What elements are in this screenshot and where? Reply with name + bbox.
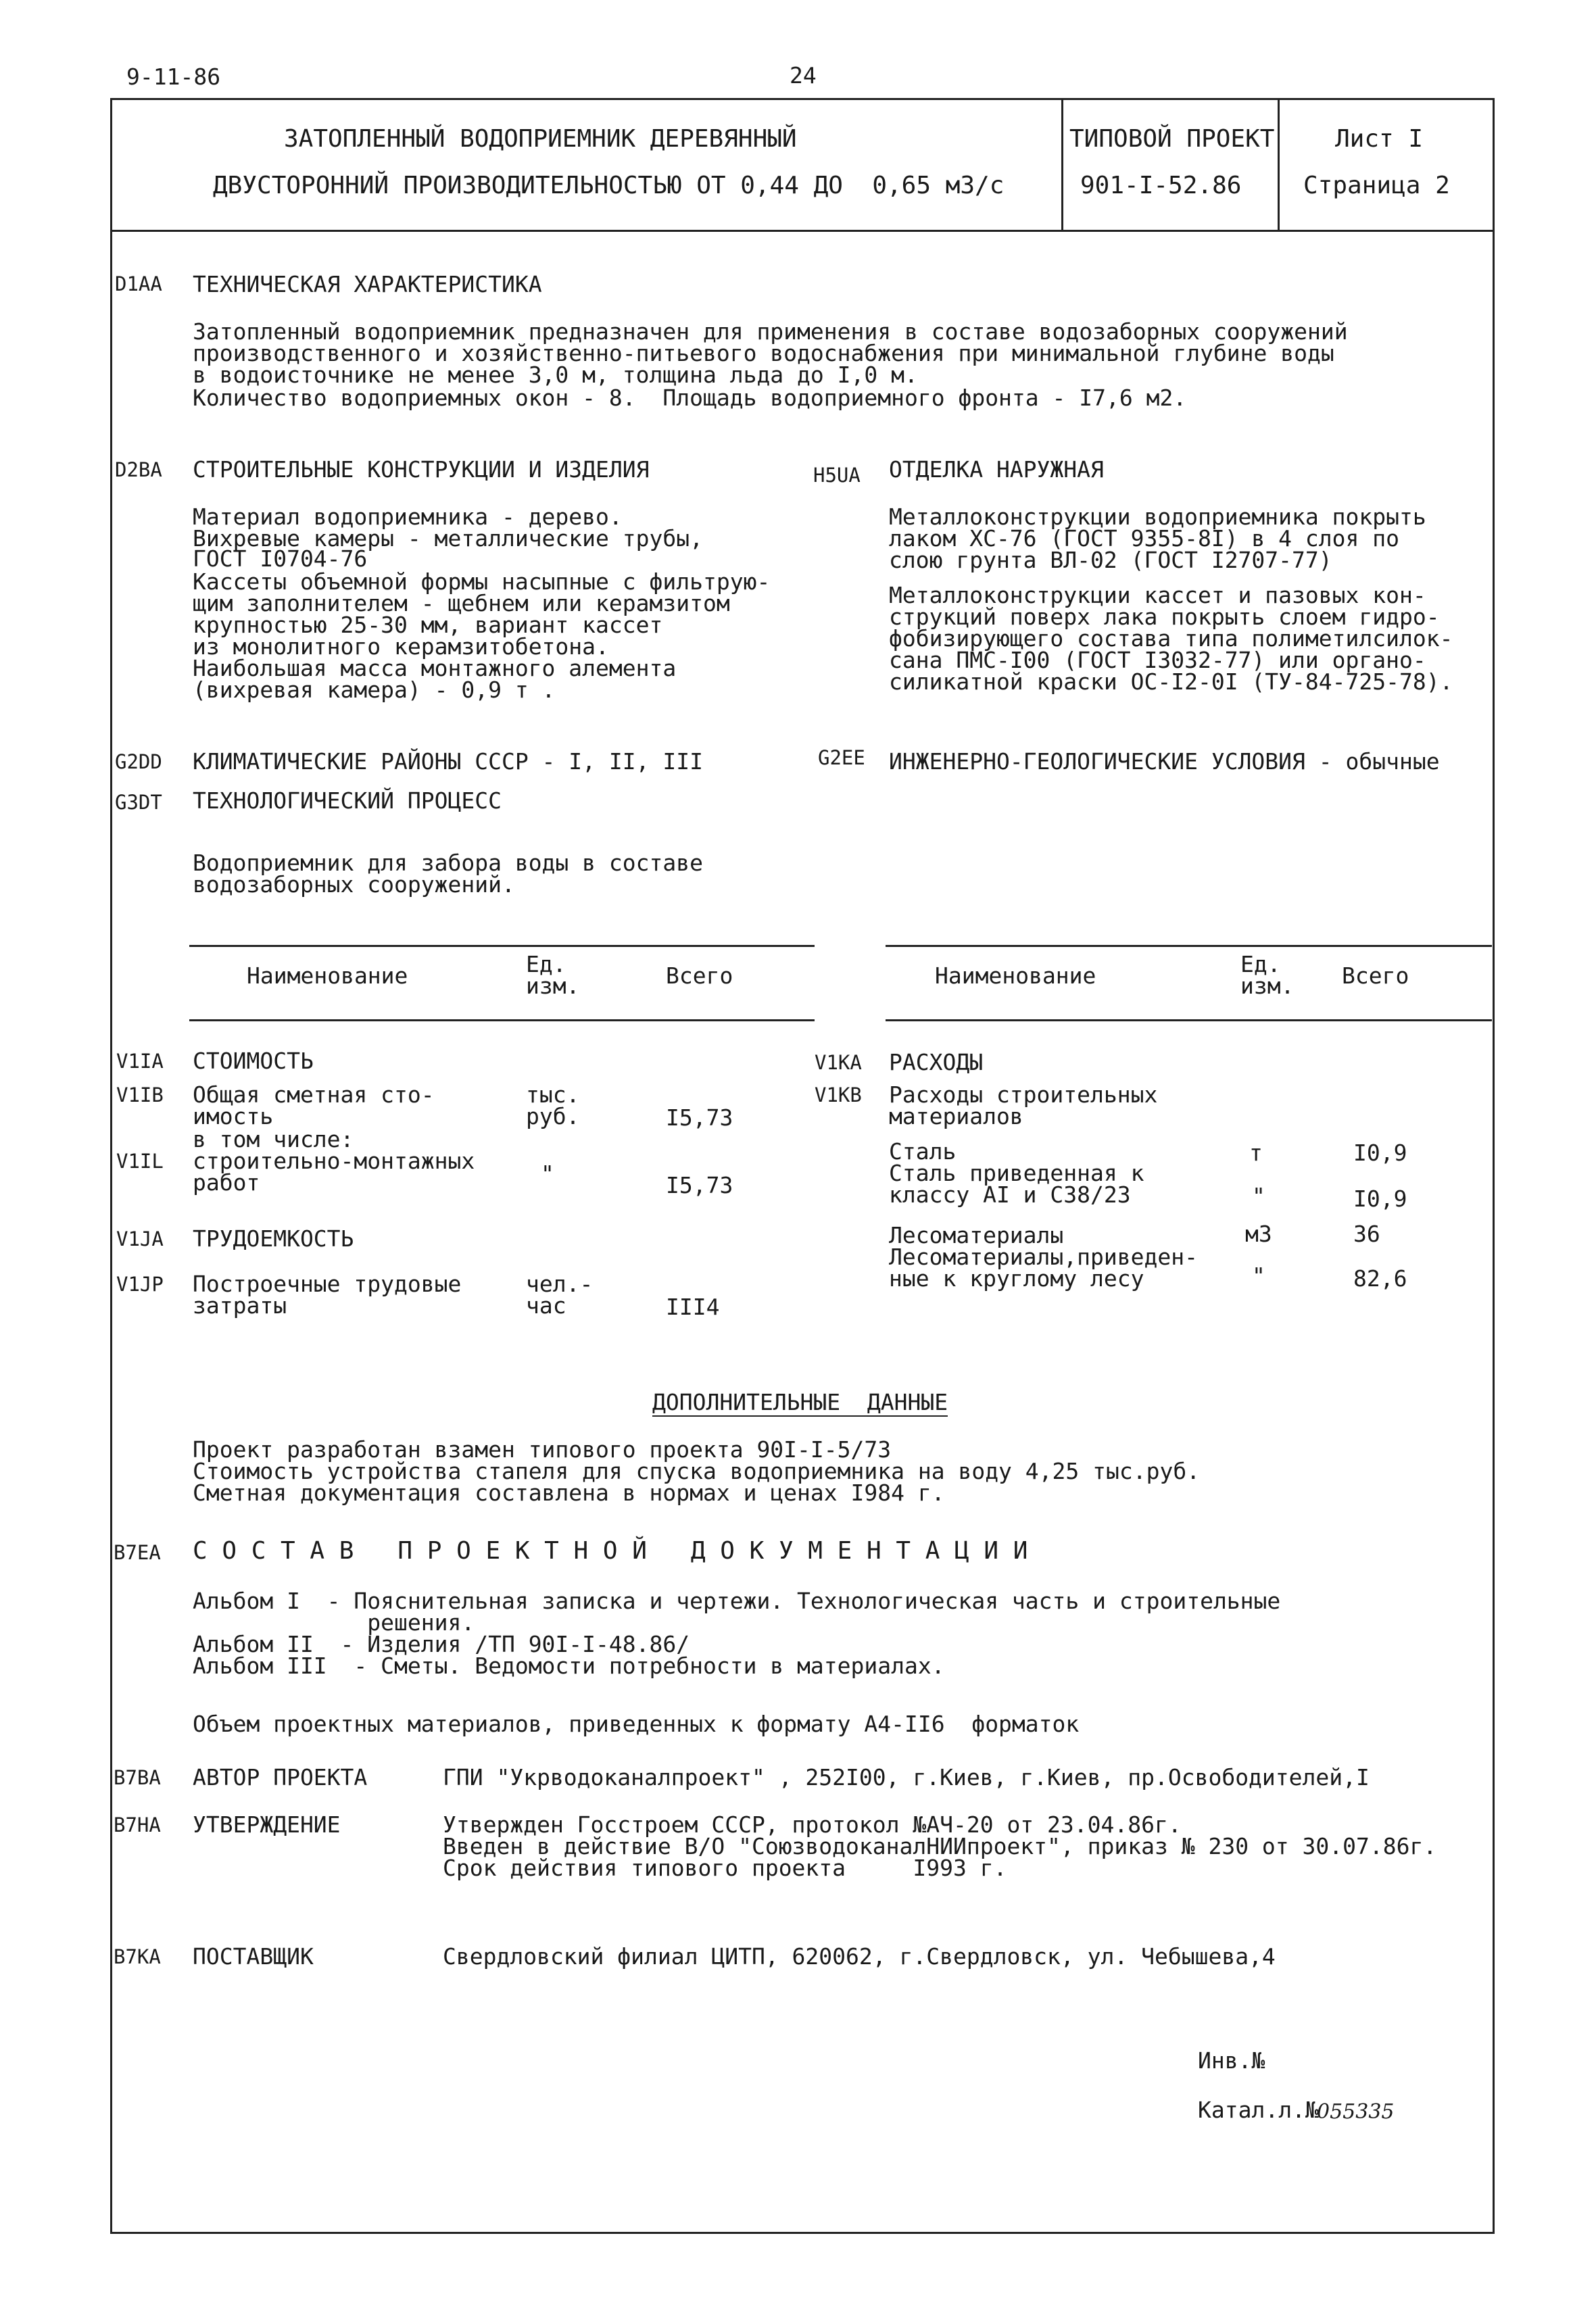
header-divider-2 (1278, 98, 1280, 230)
finish-line: струкций поверх лака покрыть слоем гидро- (889, 604, 1440, 630)
section-code: H5UA (813, 464, 861, 487)
table-row-unit: " (1252, 1183, 1265, 1209)
project-number: 901-I-52.86 (1080, 172, 1242, 199)
header-title-line1: ЗАТОПЛЕННЫЙ ВОДОПРИЕМНИК ДЕРЕВЯННЫЙ (284, 125, 797, 153)
table-row-unit: " (1252, 1263, 1265, 1289)
climate-regions: КЛИМАТИЧЕСКИЕ РАЙОНЫ СССР - I, II, III (193, 748, 703, 775)
author-text: ГПИ "Укрводоканалпроект" , 252I00, г.Киев, г.Киев, пр.Освободителей,I (443, 1764, 1370, 1790)
section-title-process: ТЕХНОЛОГИЧЕСКИЙ ПРОЦЕСС (193, 787, 502, 814)
section-code: B7HA (114, 1813, 161, 1836)
docs-line: Альбом III - Сметы. Ведомости потребности в материалах. (193, 1653, 945, 1679)
table-row-total: 36 (1353, 1221, 1380, 1247)
table-row-unit: руб. (526, 1103, 580, 1129)
table-row-name: РАСХОДЫ (889, 1049, 984, 1075)
approval-line: Введен в действие В/О "СоюзводоканалНИИпроект", приказ № 230 от 30.07.86г. (443, 1833, 1437, 1859)
table-row-unit: тыс. (526, 1081, 580, 1108)
table-row-name: Сталь (889, 1138, 957, 1165)
table-row-name: работ (193, 1169, 260, 1196)
constr-line: крупностью 25-30 мм, вариант кассет (193, 612, 663, 638)
finish-line: слою грунта ВЛ-02 (ГОСТ I2707-77) (889, 547, 1332, 573)
header-divider-1 (1061, 98, 1063, 230)
table-row-total: 82,6 (1353, 1265, 1407, 1292)
table-row-name: Сталь приведенная к (889, 1160, 1144, 1186)
table-row-code: V1IA (116, 1050, 164, 1073)
constr-line: Вихревые камеры - металлические трубы, (193, 525, 703, 552)
finish-line: силикатной краски ОС-I2-0I (ТУ-84-725-78). (889, 668, 1453, 695)
section-title-documentation: С О С Т А В П Р О Е К Т Н О Й Д О К У М Е Н Т А Ц И И (193, 1537, 1028, 1565)
table-row-code: V1KA (815, 1051, 862, 1074)
table-left-top-rule (189, 945, 815, 947)
table-left-header-rule (189, 1019, 815, 1021)
sheet-number: Лист I (1335, 125, 1424, 153)
constr-line: (вихревая камера) - 0,9 т . (193, 677, 556, 703)
table-left-header-total: Всего (666, 962, 733, 989)
table-right-top-rule (886, 945, 1492, 947)
table-right-header-rule (886, 1019, 1492, 1021)
author-label: АВТОР ПРОЕКТА (193, 1764, 368, 1790)
project-label: ТИПОВОЙ ПРОЕКТ (1069, 125, 1275, 153)
docs-volume: Объем проектных материалов, приведенных к формату А4-II6 форматок (193, 1711, 1080, 1737)
docs-line: решения. (193, 1609, 475, 1636)
table-row-unit: " (541, 1161, 554, 1187)
constr-line: щим заполнителем - щебнем или керамзитом (193, 590, 730, 616)
table-right-header-unit: Ед. (1240, 951, 1281, 977)
document-date: 9-11-86 (126, 64, 221, 90)
docs-line: Альбом I - Пояснительная записка и чертежи. Технологическая часть и строительные (193, 1588, 1281, 1614)
table-row-unit: м3 (1245, 1221, 1272, 1247)
table-row-code: V1JA (116, 1227, 164, 1250)
tech-line: производственного и хозяйственно-питьевого водоснабжения при минимальной глубине воды (193, 340, 1334, 366)
table-row-name: Лесоматериалы,приведен- (889, 1244, 1198, 1270)
table-row-name: имость (193, 1103, 274, 1129)
tech-line: Количество водоприемных окон - 8. Площадь водоприемного фронта - I7,6 м2. (193, 385, 1187, 411)
constr-line: из монолитного керамзитобетона. (193, 633, 609, 660)
section-code: G2DD (115, 750, 162, 773)
finish-line: фобизирующего состава типа полиметилсилок- (889, 625, 1453, 652)
table-row-total: I5,73 (666, 1172, 733, 1198)
finish-line: Металлоконструкции кассет и пазовых кон- (889, 582, 1426, 608)
docs-line: Альбом II - Изделия /ТП 90I-I-48.86/ (193, 1631, 690, 1657)
table-right-header-name: Наименование (935, 962, 1096, 989)
table-row-unit: чел.- (526, 1271, 594, 1297)
catalog-label: Катал.л.№ (1198, 2097, 1319, 2123)
table-row-code: V1IB (116, 1083, 164, 1106)
tech-line: Затопленный водоприемник предназначен для применения в составе водозаборных сооружений (193, 318, 1348, 345)
section-title-tech: ТЕХНИЧЕСКАЯ ХАРАКТЕРИСТИКА (193, 271, 542, 297)
table-left-header-unit: Ед. (526, 951, 566, 977)
section-code: B7EA (114, 1541, 161, 1564)
table-row-unit: т (1249, 1140, 1263, 1166)
table-row-name: затраты (193, 1292, 287, 1319)
additional-line: Стоимость устройства стапеля для спуска водоприемника на воду 4,25 тыс.руб. (193, 1458, 1201, 1484)
section-code: G2EE (818, 746, 865, 769)
page-label: Страница 2 (1303, 172, 1450, 199)
additional-line: Проект разработан взамен типового проекта 90I-I-5/73 (193, 1436, 892, 1463)
table-row-total: III4 (666, 1294, 720, 1320)
constr-line: Кассеты объемной формы насыпные с фильтрую- (193, 568, 771, 595)
table-row-total: I5,73 (666, 1104, 733, 1131)
section-title-constructions: СТРОИТЕЛЬНЫЕ КОНСТРУКЦИИ И ИЗДЕЛИЯ (193, 456, 650, 483)
table-row-name: классу AI и С38/23 (889, 1181, 1131, 1208)
table-row-name: в том числе: (193, 1126, 354, 1152)
supplier-text: Свердловский филиал ЦИТП, 620062, г.Свердловск, ул. Чебышева,4 (443, 1943, 1276, 1970)
table-row-name: СТОИМОСТЬ (193, 1048, 314, 1074)
table-row-name: строительно-монтажных (193, 1148, 475, 1174)
table-row-name: Лесоматериалы (889, 1222, 1064, 1248)
table-row-code: V1IL (116, 1150, 164, 1173)
table-row-unit: час (526, 1292, 566, 1319)
page-number: 24 (790, 62, 817, 89)
section-code: B7BA (114, 1766, 161, 1789)
supplier-label: ПОСТАВЩИК (193, 1943, 314, 1970)
table-row-name: Построечные трудовые (193, 1271, 462, 1297)
table-left-header-unit: изм. (526, 973, 580, 999)
process-line: водозаборных сооружений. (193, 871, 515, 898)
constr-line: ГОСТ I0704-76 (193, 545, 368, 572)
geology-conditions: ИНЖЕНЕРНО-ГЕОЛОГИЧЕСКИЕ УСЛОВИЯ - обычные (889, 748, 1440, 775)
table-left-header-name: Наименование (247, 962, 408, 989)
finish-line: лаком ХС-76 (ГОСТ 9355-8I) в 4 слоя по (889, 525, 1399, 552)
header-title-line2: ДВУСТОРОННИЙ ПРОИЗВОДИТЕЛЬНОСТЬЮ ОТ 0,44 ДО 0,65 м3/с (213, 172, 1005, 199)
header-bottom-rule (110, 230, 1495, 232)
table-right-header-total: Всего (1342, 962, 1409, 989)
constr-line: Наибольшая масса монтажного алемента (193, 655, 677, 681)
table-row-name: материалов (889, 1103, 1023, 1129)
approval-label: УТВЕРЖДЕНИЕ (193, 1811, 341, 1838)
approval-line: Утвержден Госстроем СССР, протокол №АЧ-20 от 23.04.86г. (443, 1811, 1182, 1838)
section-title-finish: ОТДЕЛКА НАРУЖНАЯ (889, 456, 1104, 483)
section-title-additional: ДОПОЛНИТЕЛЬНЫЕ ДАННЫЕ (652, 1389, 948, 1415)
catalog-number: 055335 (1317, 2100, 1395, 2124)
process-line: Водоприемник для забора воды в составе (193, 850, 703, 876)
tech-line: в водоисточнике не менее 3,0 м, толщина льда до I,0 м. (193, 362, 918, 388)
section-code: D1AA (115, 272, 162, 295)
approval-line: Срок действия типового проекта I993 г. (443, 1855, 1007, 1881)
table-row-name: ТРУДОЕМКОСТЬ (193, 1225, 354, 1252)
additional-line: Сметная документация составлена в нормах и ценах I984 г. (193, 1480, 945, 1506)
finish-line: сана ПМС-I00 (ГОСТ I3032-77) или органо- (889, 647, 1426, 673)
table-row-code: V1JP (116, 1273, 164, 1296)
finish-line: Металлоконструкции водоприемника покрыть (889, 504, 1426, 530)
inventory-number-label: Инв.№ (1198, 2047, 1265, 2074)
section-code: G3DT (115, 791, 162, 814)
table-row-name: ные к круглому лесу (889, 1265, 1144, 1292)
table-row-name: Расходы строительных (889, 1081, 1158, 1108)
section-code: B7KA (114, 1945, 161, 1968)
table-row-total: I0,9 (1353, 1186, 1407, 1212)
table-right-header-unit: изм. (1240, 973, 1295, 999)
table-row-name: Общая сметная сто- (193, 1081, 435, 1108)
table-row-total: I0,9 (1353, 1140, 1407, 1166)
table-row-code: V1KB (815, 1083, 862, 1106)
section-code: D2BA (115, 458, 162, 481)
constr-line: Материал водоприемника - дерево. (193, 504, 623, 530)
